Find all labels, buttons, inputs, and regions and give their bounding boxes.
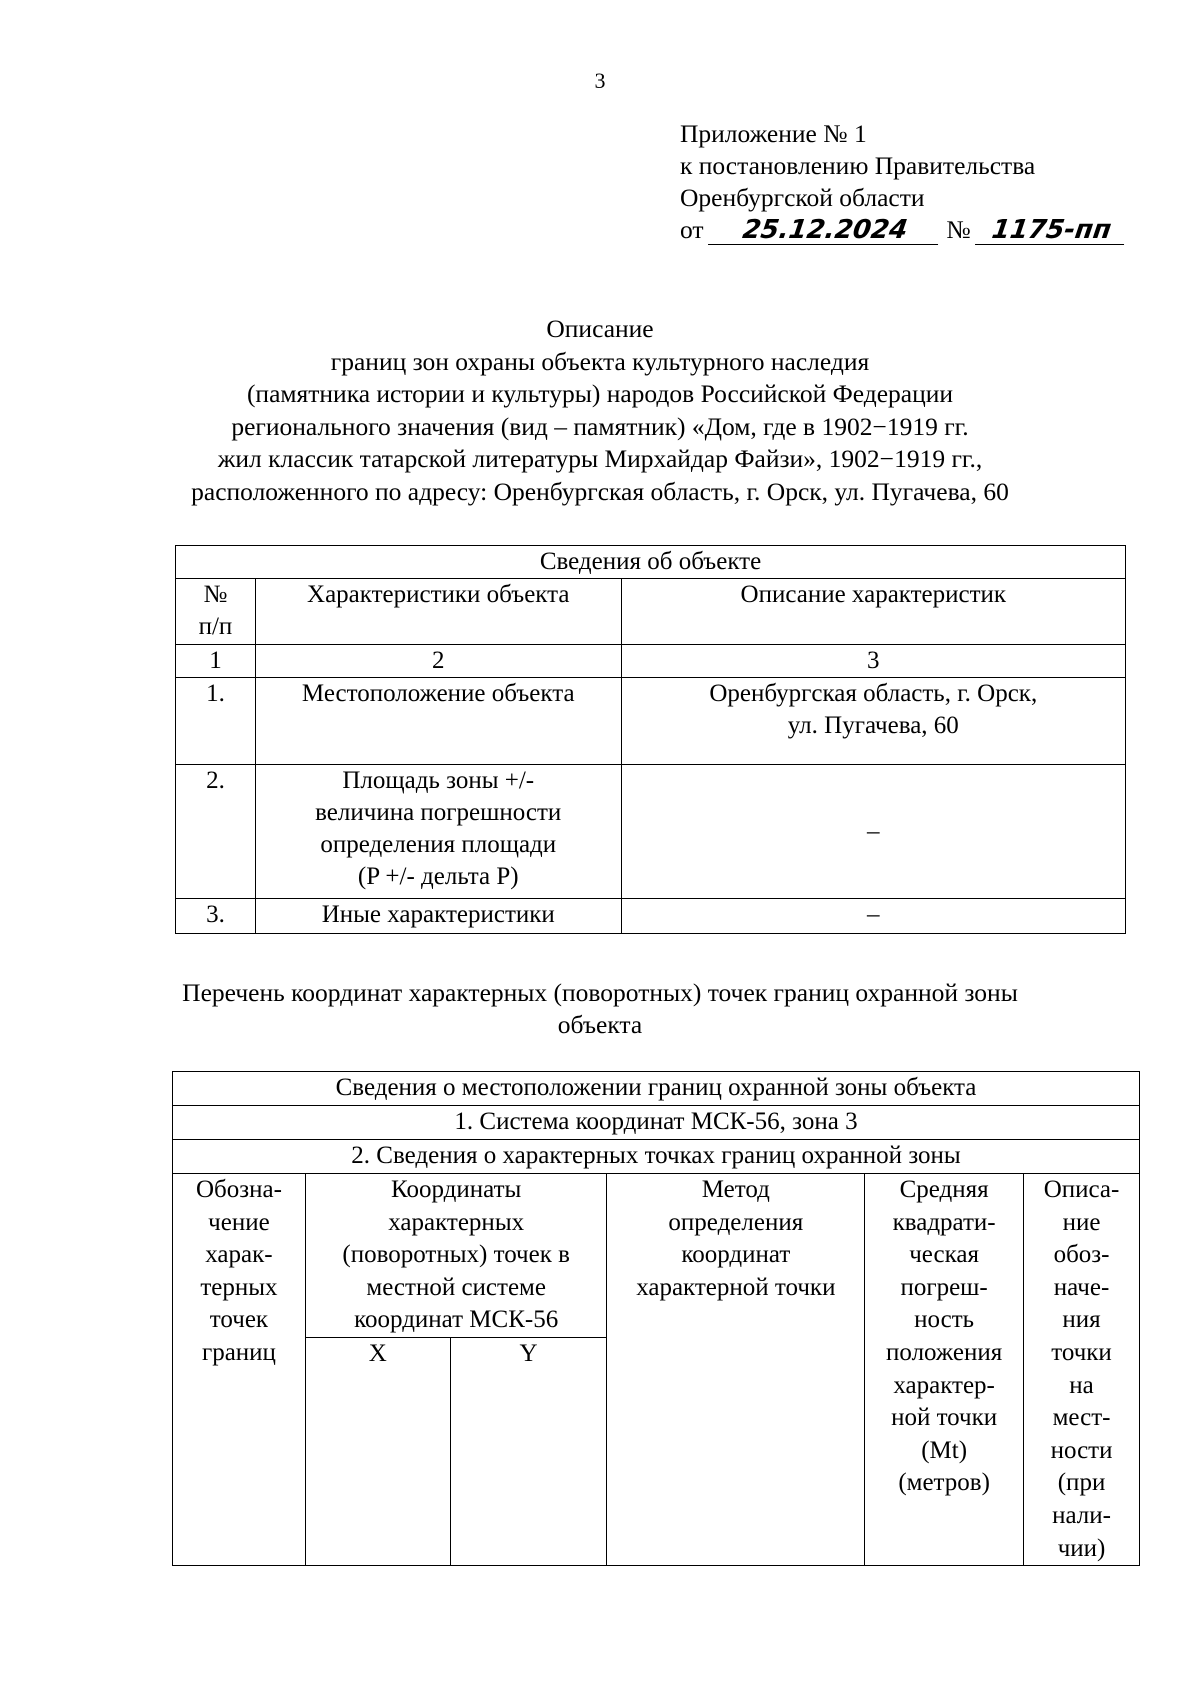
row-2-char-line-4: (P +/- дельта P) bbox=[357, 863, 519, 890]
row-1-characteristic: Местоположение объекта bbox=[255, 678, 621, 765]
title-line-4: регионального значения (вид – памятник) «Дом, где в 1902−1919 гг. bbox=[231, 411, 969, 441]
col1-line: границ bbox=[201, 1338, 276, 1366]
col3-line: Метод bbox=[701, 1176, 770, 1203]
col1-line: Обозна- bbox=[195, 1176, 282, 1203]
col2-line: (поворотных) точек в bbox=[342, 1241, 570, 1269]
col-y: Y bbox=[450, 1338, 607, 1566]
col4-line: Средняя bbox=[899, 1176, 989, 1203]
col-x: X bbox=[305, 1338, 450, 1566]
object-info-caption: Сведения об объекте bbox=[176, 546, 1126, 579]
row-2-description: – bbox=[621, 765, 1125, 899]
header-description: Описание характеристик bbox=[621, 579, 1125, 645]
col2-line: характерных bbox=[388, 1208, 525, 1236]
title-line-1: Описание bbox=[546, 314, 654, 343]
col5-line: на bbox=[1069, 1371, 1094, 1399]
appendix-line-3: Оренбургской области bbox=[680, 183, 925, 212]
col5-line: (при bbox=[1057, 1469, 1106, 1497]
col4-line: (Mt) bbox=[921, 1436, 968, 1464]
row-2-characteristic bbox=[255, 765, 621, 899]
col-number-1: 1 bbox=[176, 645, 256, 678]
number-label: № bbox=[946, 215, 971, 244]
handwritten-number: 1175-пп bbox=[975, 216, 1128, 245]
col5-line: мест- bbox=[1052, 1404, 1111, 1432]
coordinates-heading bbox=[0, 977, 1200, 1041]
page-number: 3 bbox=[594, 68, 606, 93]
row-2-char-line-1: Площадь зоны +/- bbox=[342, 767, 535, 794]
col5-line: ние bbox=[1062, 1208, 1101, 1236]
col3-line: определения bbox=[668, 1208, 804, 1236]
col2-line: местной системе bbox=[366, 1273, 546, 1301]
header-characteristic: Характеристики объекта bbox=[255, 579, 621, 645]
col2-line: координат МСК-56 bbox=[354, 1306, 559, 1334]
header-num-line-1: № bbox=[203, 581, 228, 608]
appendix-line-2: к постановлению Правительства bbox=[680, 151, 1036, 180]
object-info-table bbox=[175, 545, 1126, 934]
title-line-6: расположенного по адресу: Оренбургская область, г. Орск, ул. Пугачева, 60 bbox=[191, 476, 1009, 506]
row-1-num: 1. bbox=[176, 678, 256, 765]
col1-line: харак- bbox=[205, 1241, 273, 1269]
col5-line: наче- bbox=[1053, 1273, 1110, 1301]
row-1-description bbox=[621, 678, 1125, 765]
col5-line: Описа- bbox=[1043, 1176, 1120, 1203]
col-number-3: 3 bbox=[621, 645, 1125, 678]
title-line-2: границ зон охраны объекта культурного наследия bbox=[330, 346, 870, 376]
row-2-num: 2. bbox=[176, 765, 256, 899]
appendix-block bbox=[680, 118, 1126, 246]
col3-line: координат bbox=[681, 1241, 791, 1269]
col1-line: терных bbox=[200, 1273, 278, 1301]
col-point-designation bbox=[173, 1174, 306, 1566]
row-1-description-line-2: ул. Пугачева, 60 bbox=[787, 712, 959, 739]
coordinates-table bbox=[172, 1071, 1140, 1566]
coordinates-heading-line-1: Перечень координат характерных (поворотных) точек границ охранной зоны bbox=[182, 978, 1018, 1007]
title-line-5: жил классик татарской литературы Мирхайдар Файзи», 1902−1919 гг., bbox=[217, 444, 983, 473]
col3-line: характерной точки bbox=[636, 1273, 836, 1301]
col4-line: ческая bbox=[909, 1241, 979, 1269]
col4-line: ность bbox=[914, 1306, 975, 1334]
header-num-line-2: п/п bbox=[198, 613, 233, 640]
title-line-3: (памятника истории и культуры) народов Российской Федерации bbox=[246, 379, 954, 408]
appendix-line-1: Приложение № 1 bbox=[680, 119, 867, 148]
col2-line: Координаты bbox=[391, 1176, 522, 1203]
col4-line: (метров) bbox=[898, 1469, 990, 1497]
row-3-characteristic: Иные характеристики bbox=[255, 899, 621, 934]
col4-line: характер- bbox=[893, 1371, 995, 1399]
coord-table-row-1: Сведения о местоположении границ охранной зоны объекта bbox=[173, 1072, 1140, 1106]
from-label: от bbox=[680, 215, 704, 244]
coord-table-row-2: 1. Система координат МСК-56, зона 3 bbox=[173, 1106, 1140, 1140]
row-3-description: – bbox=[621, 899, 1125, 934]
coordinates-heading-line-2: объекта bbox=[557, 1010, 643, 1039]
row-2-char-line-2: величина погрешности bbox=[315, 799, 562, 826]
coord-table-row-3: 2. Сведения о характерных точках границ охранной зоны bbox=[173, 1140, 1140, 1174]
col1-line: чение bbox=[208, 1208, 270, 1236]
col5-line: нали- bbox=[1052, 1501, 1111, 1529]
col4-line: ной точки bbox=[891, 1404, 998, 1432]
header-num bbox=[176, 579, 256, 645]
row-3-num: 3. bbox=[176, 899, 256, 934]
col5-line: точки bbox=[1051, 1338, 1112, 1366]
col1-line: точек bbox=[209, 1306, 269, 1334]
col5-line: чии) bbox=[1057, 1534, 1106, 1562]
col-number-2: 2 bbox=[255, 645, 621, 678]
row-1-description-line-1: Оренбургская область, г. Орск, bbox=[709, 680, 1038, 707]
row-2-char-line-3: определения площади bbox=[320, 831, 557, 858]
col-method bbox=[607, 1174, 865, 1566]
col-point-description bbox=[1024, 1174, 1140, 1566]
document-title bbox=[0, 313, 1200, 508]
col4-line: квадрати- bbox=[892, 1208, 996, 1236]
col4-line: положения bbox=[886, 1338, 1003, 1366]
col5-line: ния bbox=[1062, 1306, 1101, 1334]
col5-line: обоз- bbox=[1053, 1241, 1110, 1269]
col-coordinates bbox=[305, 1174, 607, 1338]
col4-line: погреш- bbox=[900, 1273, 988, 1301]
handwritten-date: 25.12.2024 bbox=[708, 216, 942, 245]
appendix-date-line bbox=[680, 214, 1126, 246]
col-mean-error bbox=[865, 1174, 1024, 1566]
col5-line: ности bbox=[1050, 1436, 1113, 1464]
